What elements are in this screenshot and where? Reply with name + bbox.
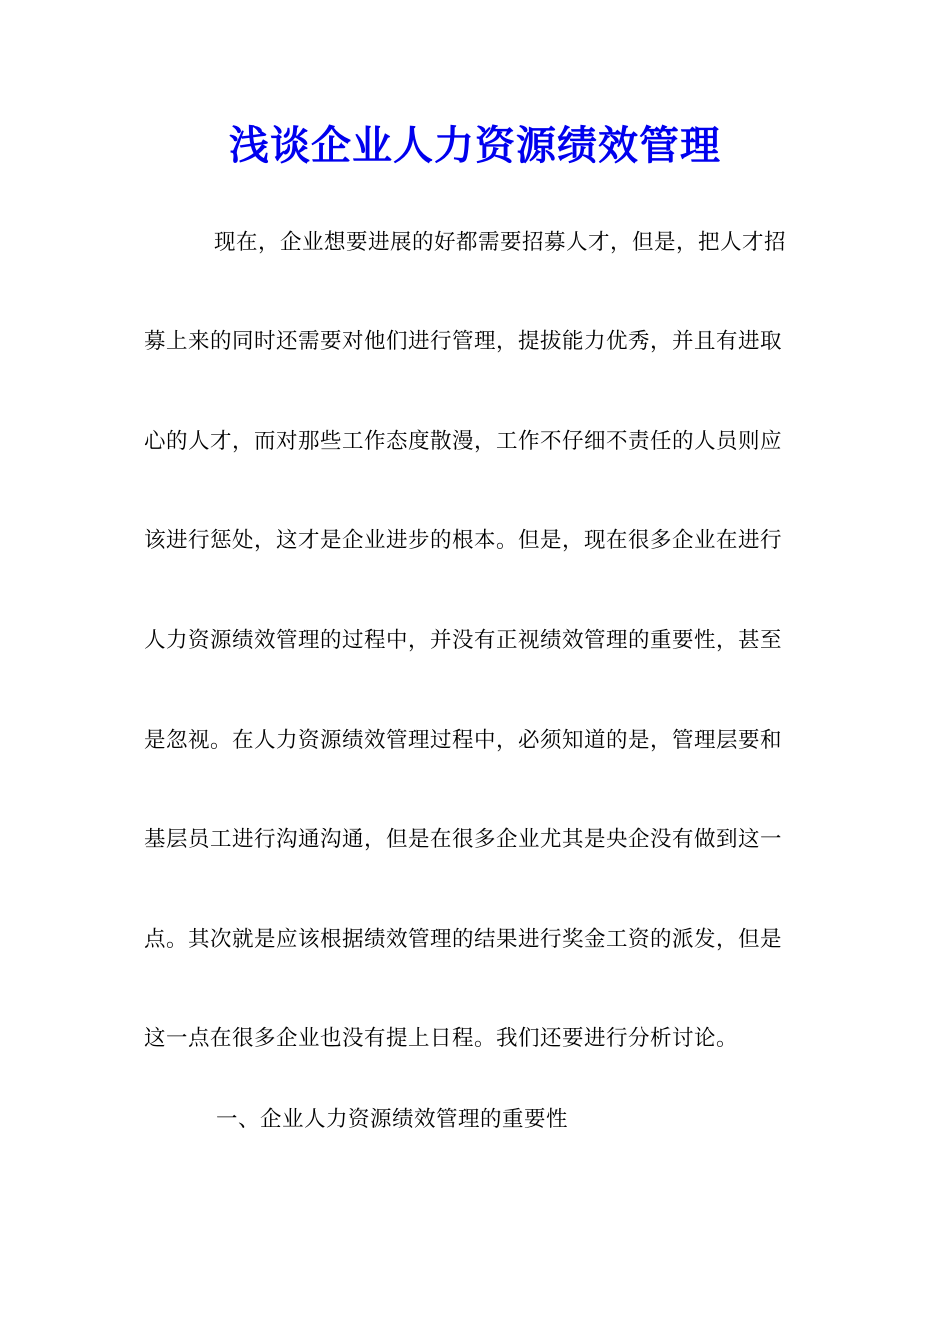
- section-heading: 一、企业人力资源绩效管理的重要性: [216, 1107, 569, 1132]
- paragraph-line: 基层员工进行沟通沟通，但是在很多企业尤其是央企没有做到这一: [144, 827, 783, 852]
- paragraph-line: 这一点在很多企业也没有提上日程。我们还要进行分析讨论。: [144, 1026, 739, 1051]
- paragraph-line: 心的人才，而对那些工作态度散漫，工作不仔细不责任的人员则应: [144, 429, 783, 454]
- paragraph-line: 人力资源绩效管理的过程中，并没有正视绩效管理的重要性，甚至: [144, 628, 783, 653]
- document-title: 浅谈企业人力资源绩效管理: [229, 122, 721, 169]
- paragraph-line: 现在，企业想要进展的好都需要招募人才，但是，把人才招: [214, 230, 787, 255]
- paragraph-line: 该进行惩处，这才是企业进步的根本。但是，现在很多企业在进行: [144, 528, 783, 553]
- paragraph-line: 募上来的同时还需要对他们进行管理，提拔能力优秀，并且有进取: [144, 329, 783, 354]
- paragraph-line: 是忽视。在人力资源绩效管理过程中，必须知道的是，管理层要和: [144, 728, 783, 753]
- paragraph-line: 点。其次就是应该根据绩效管理的结果进行奖金工资的派发，但是: [144, 927, 783, 952]
